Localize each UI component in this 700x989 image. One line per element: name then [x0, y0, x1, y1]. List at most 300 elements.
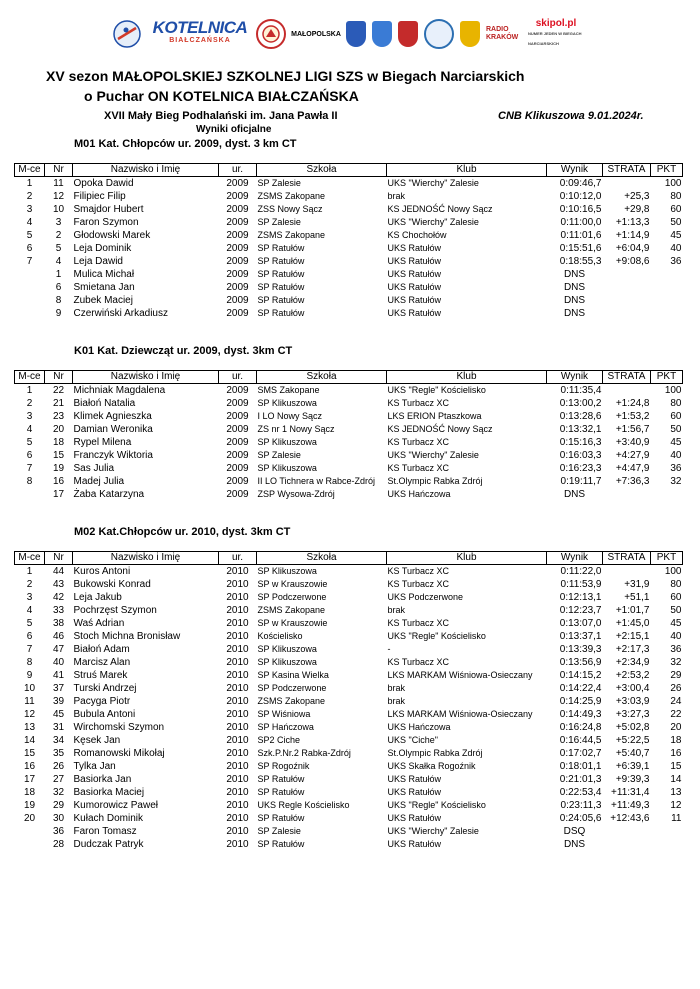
table-cell: Wirchomski Szymon [73, 722, 165, 733]
table-cell: 18 [670, 735, 682, 746]
table-cell: SP Podczerwone [257, 592, 327, 602]
table-row [15, 436, 683, 449]
table-cell: Basiorka Jan [73, 774, 132, 785]
ski-jumper-logo [110, 17, 144, 51]
table-cell: brak [387, 191, 406, 201]
table-cell: KS Turbacz XC [387, 579, 450, 589]
table-cell: 2009 [226, 476, 249, 487]
table-cell: St.Olympic Rabka Zdrój [387, 476, 483, 486]
table-cell: 16 [52, 476, 65, 487]
table-cell: ZSMS Zakopane [257, 230, 326, 240]
table-cell: 0:13:07,0 [559, 618, 602, 629]
table-cell: SP Rogoźnik [257, 761, 310, 771]
table-cell: 0:13:28,6 [559, 411, 602, 422]
table-cell: 15 [52, 450, 65, 461]
table-cell: +3:40,9 [615, 437, 650, 448]
table-cell: 46 [52, 631, 65, 642]
table-cell: 5 [26, 230, 33, 241]
table-cell: 36 [670, 644, 682, 655]
table-cell: 1 [55, 269, 62, 280]
table-cell: KS JEDNOŚĆ Nowy Sącz [387, 204, 493, 214]
table-cell: SP Ratułów [257, 269, 305, 279]
column-header: PKT [651, 164, 683, 177]
table-cell: SP Ratułów [257, 243, 305, 253]
race-name: XVII Mały Bieg Podhalański im. Jana Pawła II [104, 110, 338, 122]
table-cell: Pochrzęst Szymon [73, 605, 157, 616]
results-section-m02 [14, 525, 682, 851]
table-cell: 36 [52, 826, 65, 837]
table-cell: 2010 [226, 618, 249, 629]
table-cell: +3:27,3 [615, 709, 650, 720]
table-row [15, 630, 683, 643]
table-cell: 42 [52, 592, 65, 603]
table-cell: +11:49,3 [611, 800, 650, 811]
table-cell: 20 [670, 722, 682, 733]
table-cell: 38 [52, 618, 65, 629]
table-cell: Białoń Adam [73, 644, 130, 655]
table-cell: 3 [26, 411, 33, 422]
table-cell: Faron Tomasz [73, 826, 137, 837]
table-cell: Franczyk Wiktoria [73, 450, 153, 461]
table-cell: 5 [26, 437, 33, 448]
table-cell: UKS "Wierchy" Zalesie [387, 178, 479, 188]
table-cell: +5:02,8 [615, 722, 650, 733]
table-row [15, 281, 683, 294]
header-row [15, 164, 683, 177]
table-cell: 0:11:01,6 [560, 230, 602, 241]
table-cell: - [387, 644, 391, 654]
table-cell: 2010 [226, 774, 249, 785]
table-cell: 43 [52, 579, 65, 590]
table-cell: 2010 [226, 670, 249, 681]
table-cell: 7 [26, 256, 33, 267]
table-cell [603, 268, 651, 281]
table-cell: ZS nr 1 Nowy Sącz [257, 424, 335, 434]
table-cell: +1:45,0 [615, 618, 650, 629]
table-cell: 35 [52, 748, 65, 759]
table-cell: +1:13,3 [615, 217, 650, 228]
column-header: M-ce [15, 371, 45, 384]
table-cell: 50 [670, 605, 682, 616]
table-cell: 32 [670, 476, 682, 487]
table-cell: 6 [26, 243, 33, 254]
table-cell: SP Klikuszowa [257, 437, 317, 447]
table-cell: 32 [52, 787, 65, 798]
column-header: Nazwisko i Imię [73, 371, 219, 384]
table-cell: 18 [23, 787, 36, 798]
table-cell: Waś Adrian [73, 618, 125, 629]
table-cell: 0:18:55,3 [559, 256, 602, 267]
table-cell: St.Olympic Rabka Zdrój [387, 748, 483, 758]
results-subtitle: Wyniki oficjalne [196, 124, 272, 135]
table-cell [603, 307, 651, 320]
table-cell: SP Hańczowa [257, 722, 314, 732]
table-cell: 34 [52, 735, 65, 746]
table-row [15, 384, 683, 398]
table-row [15, 449, 683, 462]
table-cell: DNS [563, 839, 586, 850]
table-cell: 29 [52, 800, 65, 811]
table-cell: +6:04,9 [615, 243, 650, 254]
table-cell: 0:10:16,5 [559, 204, 602, 215]
table-cell: 2009 [226, 217, 249, 228]
table-cell: Stoch Michna Bronisław [73, 631, 181, 642]
table-cell: Turski Andrzej [73, 683, 137, 694]
table-cell: DNS [563, 489, 586, 500]
table-cell: 7 [26, 463, 33, 474]
table-row [15, 812, 683, 825]
column-header: PKT [651, 552, 683, 565]
table-cell: SP Klikuszowa [257, 644, 317, 654]
table-cell: Szk.P.Nr.2 Rabka-Zdrój [257, 748, 351, 758]
table-cell: 2009 [226, 269, 249, 280]
table-cell: KS Turbacz XC [387, 566, 450, 576]
table-cell: Kuros Antoni [73, 566, 131, 577]
table-cell: 100 [664, 178, 682, 189]
table-cell: UKS "Regle" Kościelisko [387, 800, 486, 810]
table-cell: 60 [670, 204, 682, 215]
table-cell: 19 [23, 800, 36, 811]
table-cell: 3 [26, 592, 33, 603]
szs-round-logo [256, 19, 286, 49]
table-row [15, 268, 683, 281]
table-cell: 4 [55, 256, 62, 267]
table-cell [15, 294, 45, 307]
table-row [15, 410, 683, 423]
table-cell: SP Ratułów [257, 774, 305, 784]
table-cell: 17 [23, 774, 36, 785]
table-cell: 0:13:56,9 [559, 657, 602, 668]
table-cell: 2010 [226, 579, 249, 590]
table-cell [603, 838, 651, 851]
table-cell: +25,3 [624, 191, 650, 202]
table-row [15, 786, 683, 799]
table-cell: 2009 [226, 411, 249, 422]
table-cell: 45 [670, 437, 682, 448]
table-cell: UKS Ratułów [387, 813, 442, 823]
table-row [15, 255, 683, 268]
column-header: ur. [219, 552, 257, 565]
table-cell: +51,1 [624, 592, 650, 603]
table-cell: 0:17:02,7 [559, 748, 602, 759]
table-cell: 2010 [226, 631, 249, 642]
table-cell: 2010 [226, 592, 249, 603]
table-cell [15, 268, 45, 281]
crest-3-logo [398, 21, 418, 47]
table-cell: 8 [55, 295, 62, 306]
table-cell: 3 [26, 204, 33, 215]
category-title: K01 Kat. Dziewcząt ur. 2009, dyst. 3km CT [74, 345, 293, 357]
kotelnica-logo-subtext: BIAŁCZAŃSKA [169, 37, 231, 44]
table-cell: Sas Julia [73, 463, 115, 474]
table-cell: +29,8 [624, 204, 650, 215]
table-cell: +2:53,2 [615, 670, 650, 681]
table-cell: 15 [670, 761, 682, 772]
table-cell: 4 [26, 605, 33, 616]
table-row [15, 669, 683, 682]
table-cell: Mulica Michał [73, 269, 135, 280]
table-cell: SP Ratułów [257, 787, 305, 797]
table-cell: 0:11:00,0 [560, 217, 602, 228]
column-header: Szkoła [257, 371, 387, 384]
table-cell: 80 [670, 579, 682, 590]
table-cell: 24 [670, 696, 682, 707]
table-cell: 12 [52, 191, 65, 202]
table-cell: 0:11:35,4 [560, 385, 602, 396]
table-cell: 11 [671, 813, 682, 824]
table-cell [651, 825, 683, 838]
table-cell: SP Klikuszowa [257, 398, 317, 408]
table-cell: 11 [53, 178, 64, 189]
table-cell: 2009 [226, 450, 249, 461]
table-cell: SP Ratułów [257, 813, 305, 823]
table-row [15, 682, 683, 695]
table-cell: 0:23:11,3 [560, 800, 602, 811]
table-cell: 28 [52, 839, 65, 850]
table-cell: 2009 [226, 424, 249, 435]
table-cell: 21 [52, 398, 65, 409]
table-cell [603, 565, 651, 579]
table-row [15, 734, 683, 747]
table-cell: 2010 [226, 761, 249, 772]
table-cell: 12 [670, 800, 682, 811]
table-cell: 2009 [226, 398, 249, 409]
table-cell: 6 [26, 631, 33, 642]
table-row [15, 203, 683, 216]
table-row [15, 242, 683, 255]
table-cell: 4 [26, 424, 33, 435]
table-cell: 0:22:53,4 [559, 787, 602, 798]
malopolska-logo-text: MAŁOPOLSKA [291, 30, 341, 38]
table-cell: 7 [26, 644, 33, 655]
table-cell: Kumorowicz Paweł [73, 800, 158, 811]
table-cell: UKS "Regle" Kościelisko [387, 385, 486, 395]
table-cell: +9:08,6 [615, 256, 650, 267]
table-cell: DNS [563, 282, 586, 293]
table-cell: +2:34,9 [615, 657, 650, 668]
table-cell: 3 [55, 217, 62, 228]
table-cell: SP Ratułów [257, 839, 305, 849]
table-cell: KS Chochołów [387, 230, 447, 240]
table-cell: 22 [670, 709, 682, 720]
table-cell: 31 [52, 722, 65, 733]
table-cell: 50 [670, 217, 682, 228]
table-row [15, 825, 683, 838]
table-cell: 100 [664, 566, 682, 577]
table-cell: 5 [26, 618, 33, 629]
table-cell: 10 [52, 204, 65, 215]
column-header: STRATA [603, 371, 651, 384]
table-cell: UKS Ratułów [387, 774, 442, 784]
table-row [15, 488, 683, 501]
table-cell: 2009 [226, 256, 249, 267]
table-cell: SP Zalesie [257, 217, 301, 227]
table-cell: UKS Ratułów [387, 839, 442, 849]
table-cell [651, 268, 683, 281]
table-cell: +2:15,1 [615, 631, 650, 642]
table-cell: LKS MARKAM Wiśniowa-Osieczany [387, 670, 533, 680]
table-row [15, 578, 683, 591]
table-cell: Leja Dawid [73, 256, 123, 267]
table-cell: LKS MARKAM Wiśniowa-Osieczany [387, 709, 533, 719]
table-cell: Żaba Katarzyna [73, 489, 145, 500]
header-row [15, 552, 683, 565]
table-cell: 29 [670, 670, 682, 681]
table-cell [603, 488, 651, 501]
table-cell: 0:13:00,2 [559, 398, 602, 409]
table-cell: Smietana Jan [73, 282, 135, 293]
table-cell: LKS ERION Ptaszkowa [387, 411, 482, 421]
table-cell: Michniak Magdalena [73, 385, 166, 396]
table-cell: 1 [26, 566, 33, 577]
table-cell: SP Kasina Wielka [257, 670, 329, 680]
table-cell: +5:22,5 [615, 735, 650, 746]
table-cell: 2010 [226, 605, 249, 616]
table-cell: 37 [52, 683, 65, 694]
table-cell: +1:24,8 [615, 398, 650, 409]
table-cell: 2009 [226, 178, 249, 189]
table-row [15, 721, 683, 734]
table-cell: ZSS Nowy Sącz [257, 204, 323, 214]
table-cell: Rypel Milena [73, 437, 132, 448]
table-cell: Leja Dominik [73, 243, 132, 254]
results-table [14, 163, 683, 320]
table-cell: 40 [52, 657, 65, 668]
table-cell: Zubek Maciej [73, 295, 133, 306]
table-cell: 11 [24, 696, 35, 707]
table-cell [603, 384, 651, 398]
table-cell: UKS "Ciche" [387, 735, 438, 745]
table-cell: 44 [52, 566, 65, 577]
table-row [15, 760, 683, 773]
table-cell [603, 294, 651, 307]
table-cell: +3:03,9 [615, 696, 650, 707]
table-cell: DNS [563, 269, 586, 280]
table-cell [15, 838, 45, 851]
table-cell: Marcisz Alan [73, 657, 131, 668]
table-row [15, 708, 683, 721]
table-cell: Romanowski Mikołaj [73, 748, 165, 759]
table-row [15, 799, 683, 812]
table-cell: 2010 [226, 683, 249, 694]
table-row [15, 177, 683, 191]
table-cell: 2009 [226, 230, 249, 241]
column-header: Wynik [547, 552, 603, 565]
crest-2-logo [372, 21, 392, 47]
skipol-logo [528, 17, 584, 51]
table-cell: 2010 [226, 826, 249, 837]
table-cell: 2 [55, 230, 62, 241]
table-cell: SP Ratułów [257, 295, 305, 305]
table-cell: 2010 [226, 566, 249, 577]
table-cell: 39 [52, 696, 65, 707]
column-header: ur. [219, 164, 257, 177]
table-cell: +4:47,9 [615, 463, 650, 474]
table-cell: 0:14:22,4 [559, 683, 602, 694]
table-cell: 0:12:13,1 [559, 592, 602, 603]
table-cell: 26 [52, 761, 65, 772]
table-cell: 8 [26, 476, 33, 487]
table-cell: 60 [670, 411, 682, 422]
table-cell: +6:39,1 [615, 761, 650, 772]
column-header: M-ce [15, 164, 45, 177]
table-cell: +1:56,7 [615, 424, 650, 435]
table-cell: 2009 [226, 204, 249, 215]
table-cell: 20 [52, 424, 65, 435]
table-cell: UKS Skałka Rogoźnik [387, 761, 476, 771]
table-cell: ZSP Wysowa-Zdrój [257, 489, 335, 499]
results-table [14, 551, 683, 851]
table-row [15, 591, 683, 604]
table-cell: 23 [52, 411, 65, 422]
table-cell: UKS Regle Kościelisko [257, 800, 350, 810]
table-cell: UKS Ratułów [387, 295, 442, 305]
venue-date: CNB Klikuszowa 9.01.2024r. [498, 110, 644, 122]
radio-krakow-logo-text: RADIO KRAKÓW [486, 26, 519, 41]
column-header: PKT [651, 371, 683, 384]
table-cell: ZSMS Zakopane [257, 605, 326, 615]
table-cell: 2010 [226, 696, 249, 707]
table-cell: DSQ [563, 826, 586, 837]
column-header: ur. [219, 371, 257, 384]
table-cell: UKS "Wierchy" Zalesie [387, 217, 479, 227]
column-header: Wynik [547, 164, 603, 177]
table-cell: 0:13:37,1 [559, 631, 602, 642]
table-cell: Głodowski Marek [73, 230, 151, 241]
table-cell: 50 [670, 424, 682, 435]
table-cell: 45 [670, 230, 682, 241]
table-cell: 6 [26, 450, 33, 461]
table-cell: 9 [55, 308, 62, 319]
sponsor-logos [110, 14, 600, 54]
table-cell: 2009 [226, 463, 249, 474]
table-cell: 0:15:16,3 [559, 437, 602, 448]
table-cell: 0:15:51,6 [559, 243, 602, 254]
results-table [14, 370, 683, 501]
table-cell: ZSMS Zakopane [257, 191, 326, 201]
table-cell: SP Podczerwone [257, 683, 327, 693]
table-cell: 0:13:32,1 [559, 424, 602, 435]
table-cell: 1 [26, 178, 33, 189]
table-cell: 36 [670, 463, 682, 474]
table-cell: +11:31,4 [611, 787, 650, 798]
table-row [15, 423, 683, 436]
table-cell: KS Turbacz XC [387, 437, 450, 447]
table-row [15, 747, 683, 760]
table-cell: 2009 [226, 243, 249, 254]
table-cell: Kułach Dominik [73, 813, 143, 824]
table-row [15, 838, 683, 851]
table-cell: 0:14:49,3 [559, 709, 602, 720]
table-cell [651, 294, 683, 307]
table-cell: 2010 [226, 735, 249, 746]
column-header: Klub [387, 552, 547, 565]
radio-krakow-logo [486, 17, 522, 51]
table-cell: Bukowski Konrad [73, 579, 151, 590]
event-cup-title: o Puchar ON KOTELNICA BIAŁCZAŃSKA [84, 88, 359, 104]
table-cell: KS Turbacz XC [387, 463, 450, 473]
table-cell: SP Ratułów [257, 282, 305, 292]
table-cell: UKS "Regle" Kościelisko [387, 631, 486, 641]
table-cell [651, 307, 683, 320]
table-cell: UKS "Wierchy" Zalesie [387, 826, 479, 836]
table-cell: +1:14,9 [615, 230, 650, 241]
table-cell: KS Turbacz XC [387, 657, 450, 667]
table-cell: 2010 [226, 748, 249, 759]
table-cell: SP w Krauszowie [257, 579, 328, 589]
table-cell: Pacyga Piotr [73, 696, 131, 707]
table-cell: +1:53,2 [615, 411, 650, 422]
